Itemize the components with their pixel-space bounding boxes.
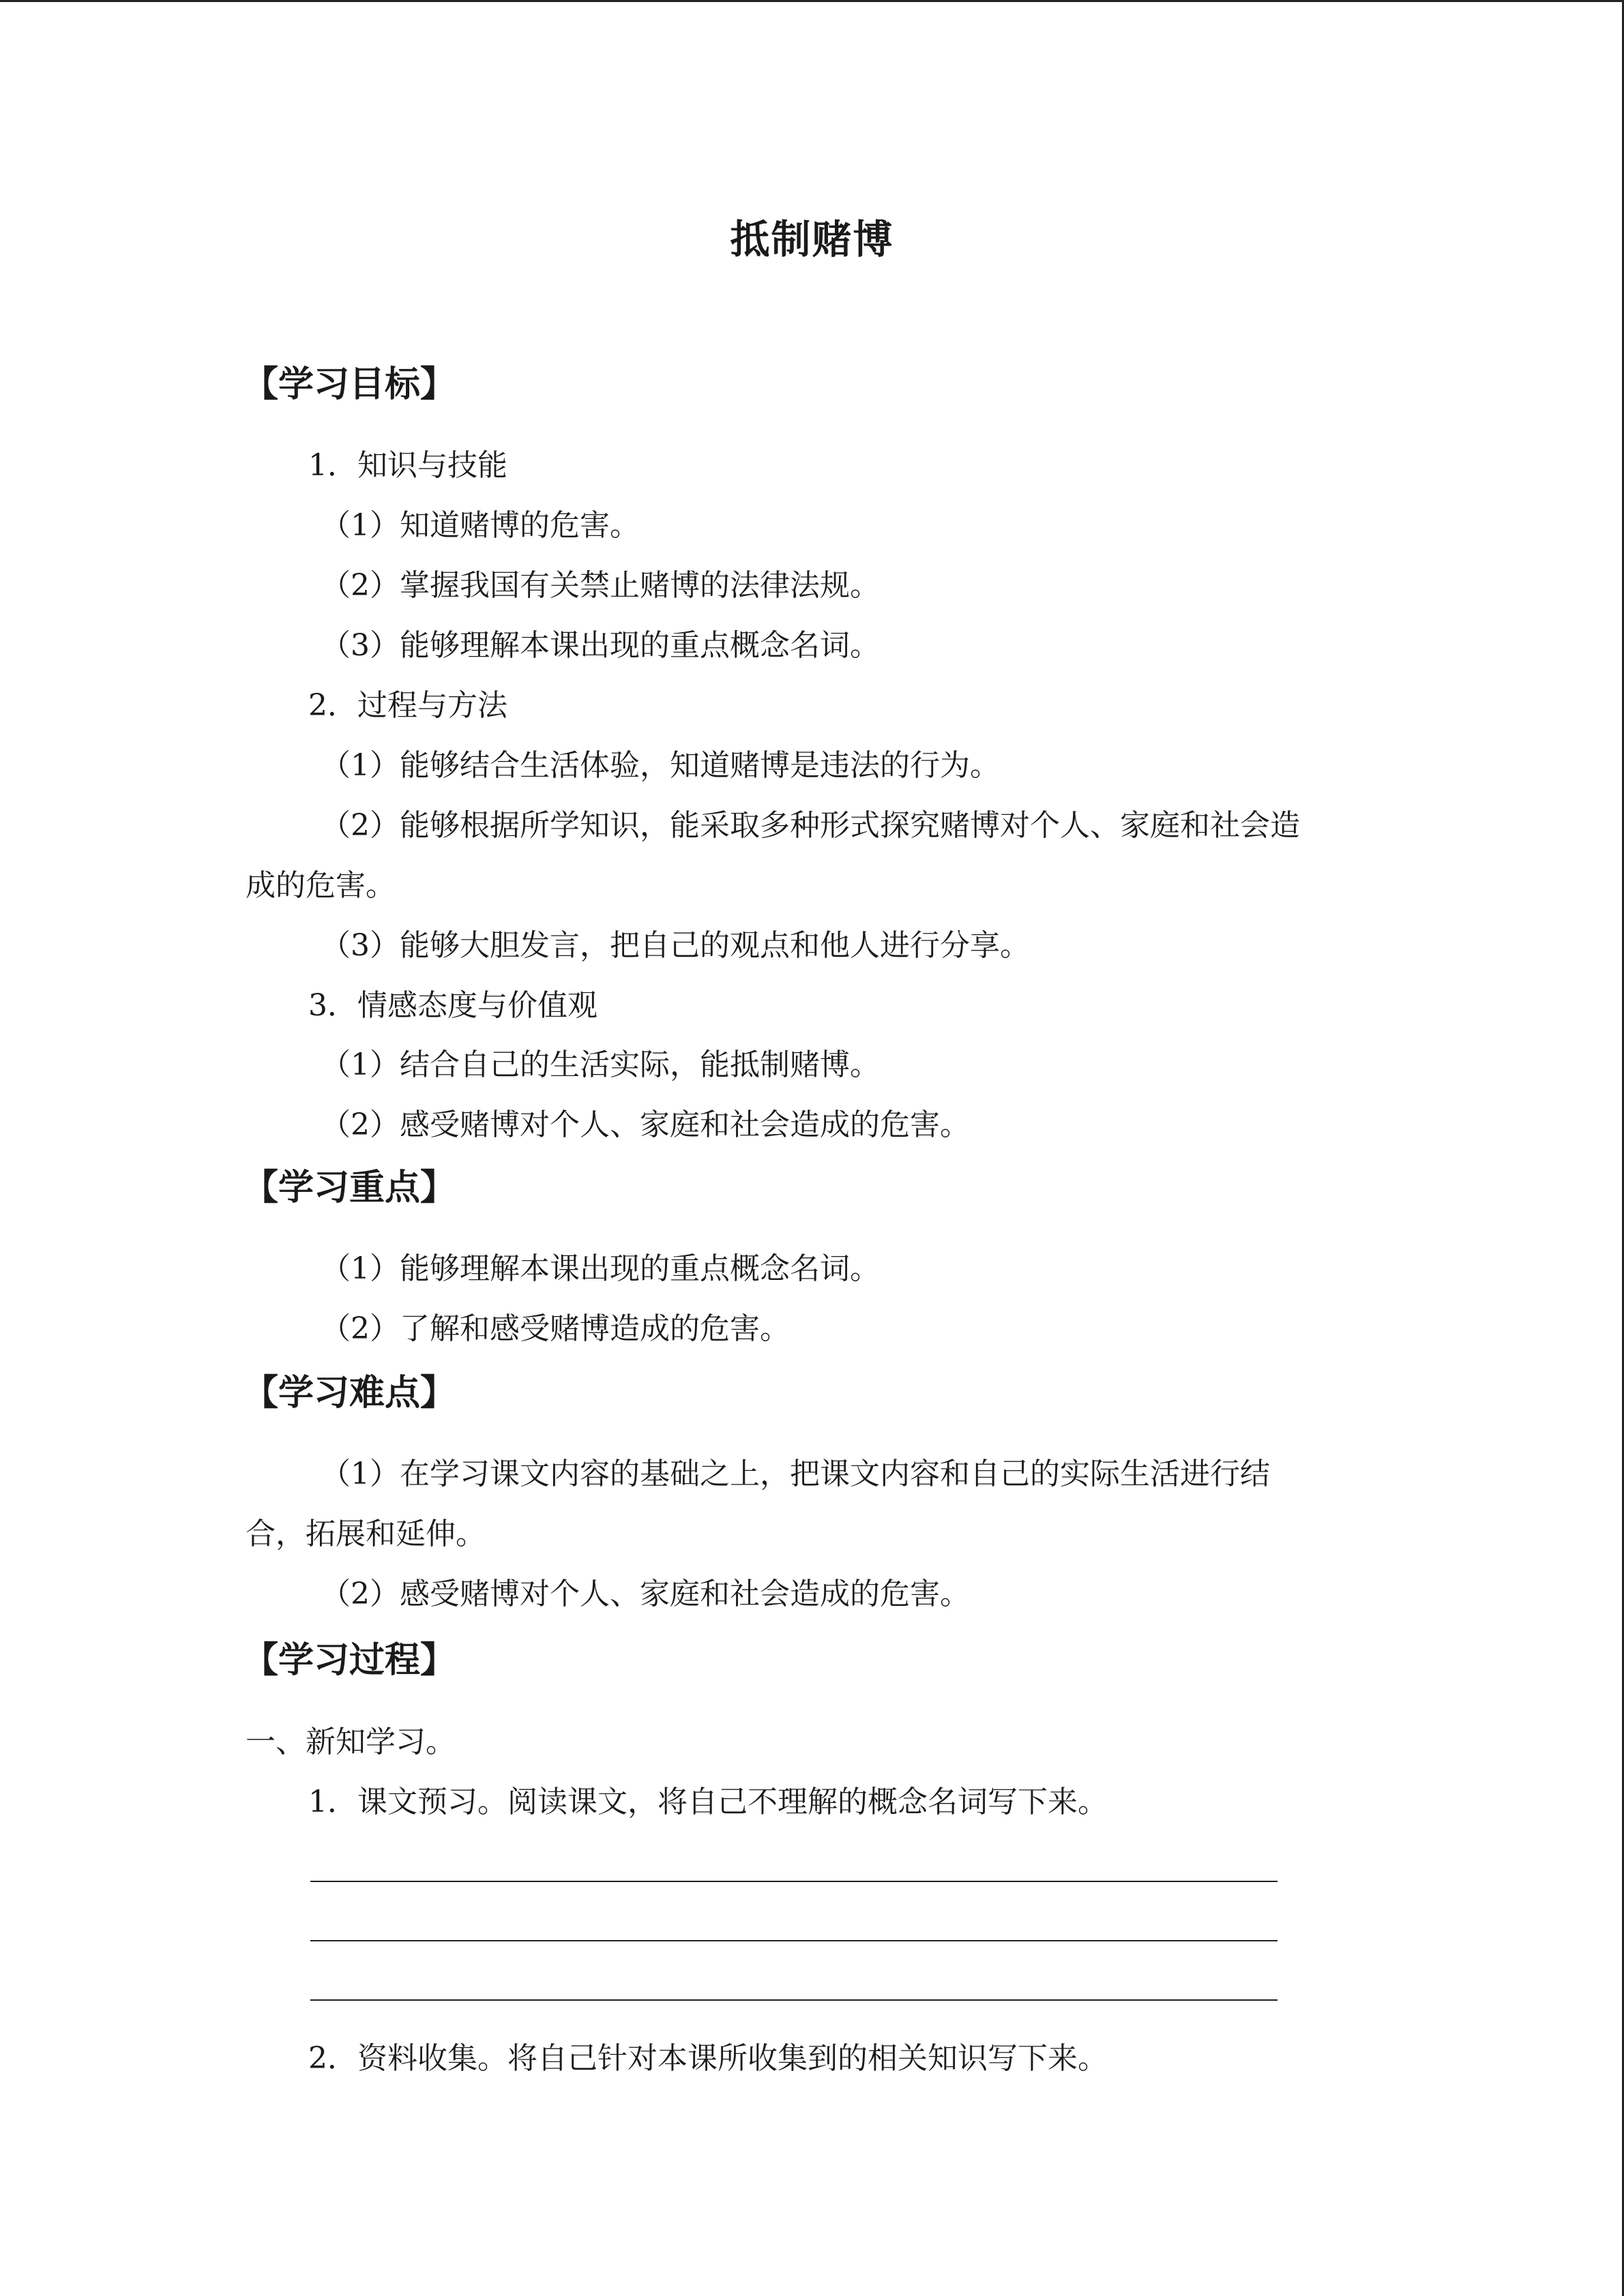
heading-learning-process: 【学习过程】 bbox=[243, 1640, 456, 1681]
difficulty-item: （2）感受赌博对个人、家庭和社会造成的危害。 bbox=[321, 1577, 970, 1611]
difficulty-item: （1）在学习课文内容的基础之上，把课文内容和自己的实际生活进行结 bbox=[321, 1457, 1270, 1491]
heading-learning-objectives: 【学习目标】 bbox=[243, 364, 456, 405]
difficulty-item-continued: 合，拓展和延伸。 bbox=[246, 1517, 486, 1551]
key-point-item: （1）能够理解本课出现的重点概念名词。 bbox=[321, 1251, 880, 1286]
objective-item: （1）结合自己的生活实际，能抵制赌博。 bbox=[321, 1047, 880, 1082]
objective-item: （3）能够大胆发言，把自己的观点和他人进行分享。 bbox=[321, 928, 1030, 963]
key-point-item: （2）了解和感受赌博造成的危害。 bbox=[321, 1311, 790, 1346]
objective-item: （2）掌握我国有关禁止赌博的法律法规。 bbox=[321, 568, 880, 603]
heading-difficulties: 【学习难点】 bbox=[243, 1373, 456, 1414]
objective-item: （3）能够理解本课出现的重点概念名词。 bbox=[321, 628, 880, 663]
heading-key-points: 【学习重点】 bbox=[243, 1167, 456, 1208]
objective-item: （2）感受赌博对个人、家庭和社会造成的危害。 bbox=[321, 1107, 970, 1142]
objective-item: （2）能够根据所学知识，能采取多种形式探究赌博对个人、家庭和社会造 bbox=[321, 808, 1300, 843]
objective-knowledge-skills: 1．知识与技能 bbox=[308, 448, 507, 483]
objective-item: （1）知道赌博的危害。 bbox=[321, 508, 640, 543]
objective-item: （1）能够结合生活体验，知道赌博是违法的行为。 bbox=[321, 748, 1000, 783]
answer-line[interactable] bbox=[310, 1940, 1278, 1941]
process-part-one: 一、新知学习。 bbox=[246, 1725, 456, 1759]
objective-process-method: 2．过程与方法 bbox=[308, 688, 507, 723]
process-step-preview: 1．课文预习。阅读课文，将自己不理解的概念名词写下来。 bbox=[308, 1785, 1108, 1819]
answer-line[interactable] bbox=[310, 1881, 1278, 1882]
objective-item-continued: 成的危害。 bbox=[246, 868, 396, 903]
page-title: 抵制赌博 bbox=[730, 216, 894, 263]
process-step-collect: 2．资料收集。将自己针对本课所收集到的相关知识写下来。 bbox=[308, 2041, 1108, 2076]
answer-line[interactable] bbox=[310, 1999, 1278, 2001]
objective-emotion-values: 3．情感态度与价值观 bbox=[308, 988, 597, 1023]
